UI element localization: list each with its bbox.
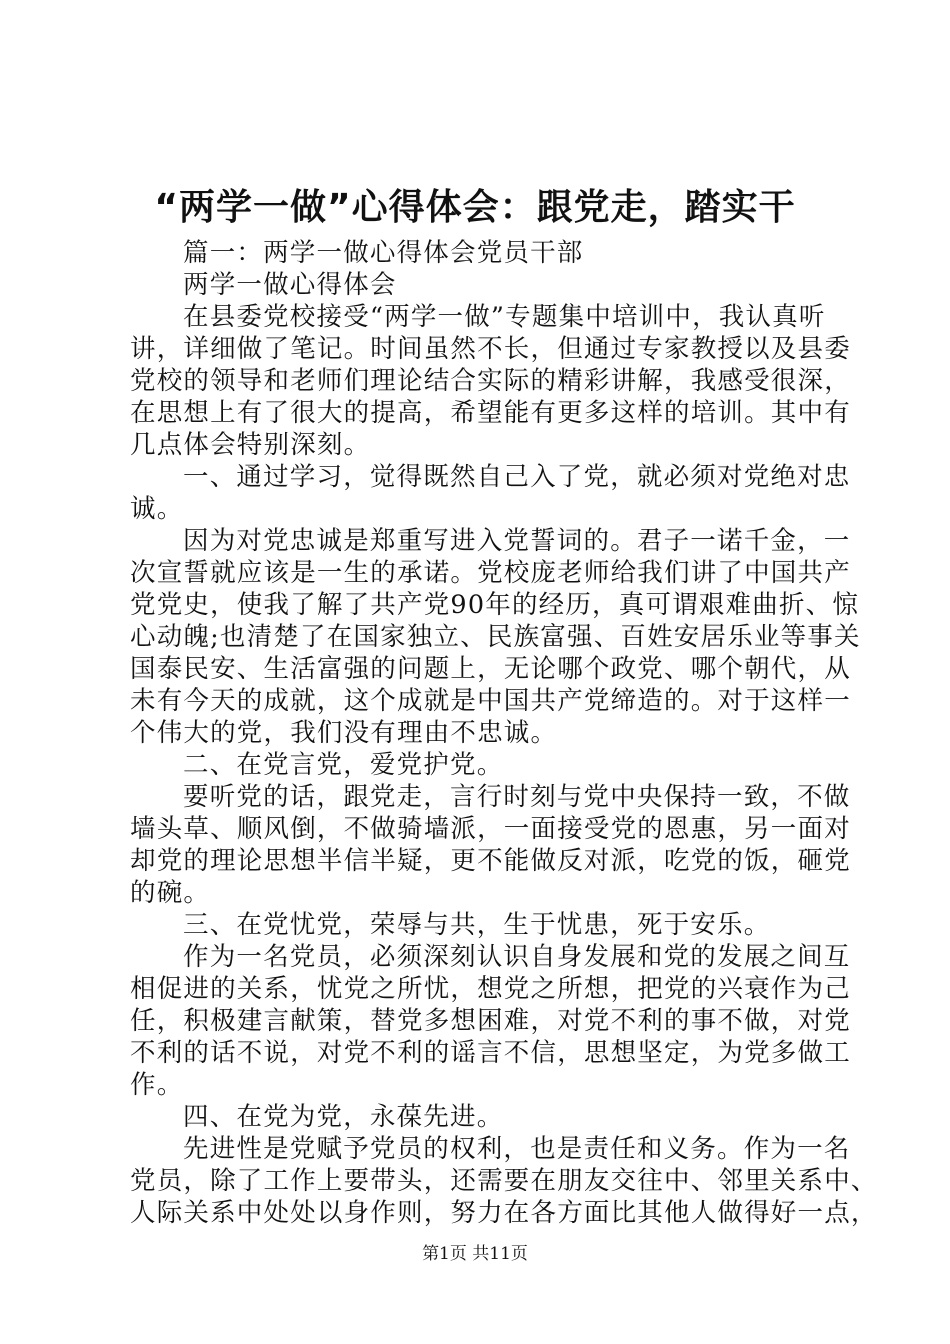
text-line: 作。 [130,1070,184,1100]
text-line: 不利的话不说，对党不利的谣言不信，思想坚定，为党多做工 [130,1038,851,1068]
text-line: 几点体会特别深刻。 [130,430,371,460]
text-line: 人际关系中处处以身作则，努力在各方面比其他人做得好一点， [130,1198,878,1228]
text-line: 墙头草、顺风倒，不做骑墙派，一面接受党的恩惠，另一面对 [130,814,851,844]
text-line: 一、通过学习，觉得既然自己入了党，就必须对党绝对忠 [183,462,851,492]
text-line: 先进性是党赋予党员的权利，也是责任和义务。作为一名 [183,1134,851,1164]
text-line: 未有今天的成就，这个成就是中国共产党缔造的。对于这样一 [130,686,851,716]
text-line: 诚。 [130,494,184,524]
text-line: 却党的理论思想半信半疑，更不能做反对派，吃党的饭，砸党 [130,846,851,876]
text-line: 篇一：两学一做心得体会党员干部 [183,238,584,268]
text-line: 党校的领导和老师们理论结合实际的精彩讲解，我感受很深， [130,366,851,396]
text-line: 两学一做心得体会 [183,270,397,300]
text-line: 党党史，使我了解了共产党90年的经历，真可谓艰难曲折、惊 [130,590,860,620]
text-line: 心动魄;也清楚了在国家独立、民族富强、百姓安居乐业等事关 [130,622,861,652]
text-line: 讲，详细做了笔记。时间虽然不长，但通过专家教授以及县委 [130,334,851,364]
text-line: 的碗。 [130,878,211,908]
text-line: 个伟大的党，我们没有理由不忠诚。 [130,718,558,748]
text-line: 因为对党忠诚是郑重写进入党誓词的。君子一诺千金，一 [183,526,851,556]
text-line: 作为一名党员，必须深刻认识自身发展和党的发展之间互 [183,942,851,972]
text-line: 在思想上有了很大的提高，希望能有更多这样的培训。其中有 [130,398,851,428]
page-footer: 第1页 共11页 [422,1244,528,1264]
text-line: 次宣誓就应该是一生的承诺。党校庞老师给我们讲了中国共产 [130,558,851,588]
text-line: 相促进的关系，忧党之所忧，想党之所想，把党的兴衰作为己 [130,974,851,1004]
text-line: 国泰民安、生活富强的问题上，无论哪个政党、哪个朝代，从 [130,654,851,684]
document-title: “两学一做”心得体会：跟党走，踏实干 [154,187,796,228]
text-line: 任，积极建言献策，替党多想困难，对党不利的事不做，对党 [130,1006,851,1036]
text-line: 三、在党忧党，荣辱与共，生于忧患，死于安乐。 [183,910,771,940]
document-body [130,237,878,1229]
text-line: 四、在党为党，永葆先进。 [183,1102,504,1132]
text-line: 党员，除了工作上要带头，还需要在朋友交往中、邻里关系中、 [130,1166,878,1196]
text-line: 二、在党言党，爱党护党。 [183,750,504,780]
text-line: 在县委党校接受“两学一做”专题集中培训中，我认真听 [183,302,826,332]
text-line: 要听党的话，跟党走，言行时刻与党中央保持一致，不做 [183,782,851,812]
